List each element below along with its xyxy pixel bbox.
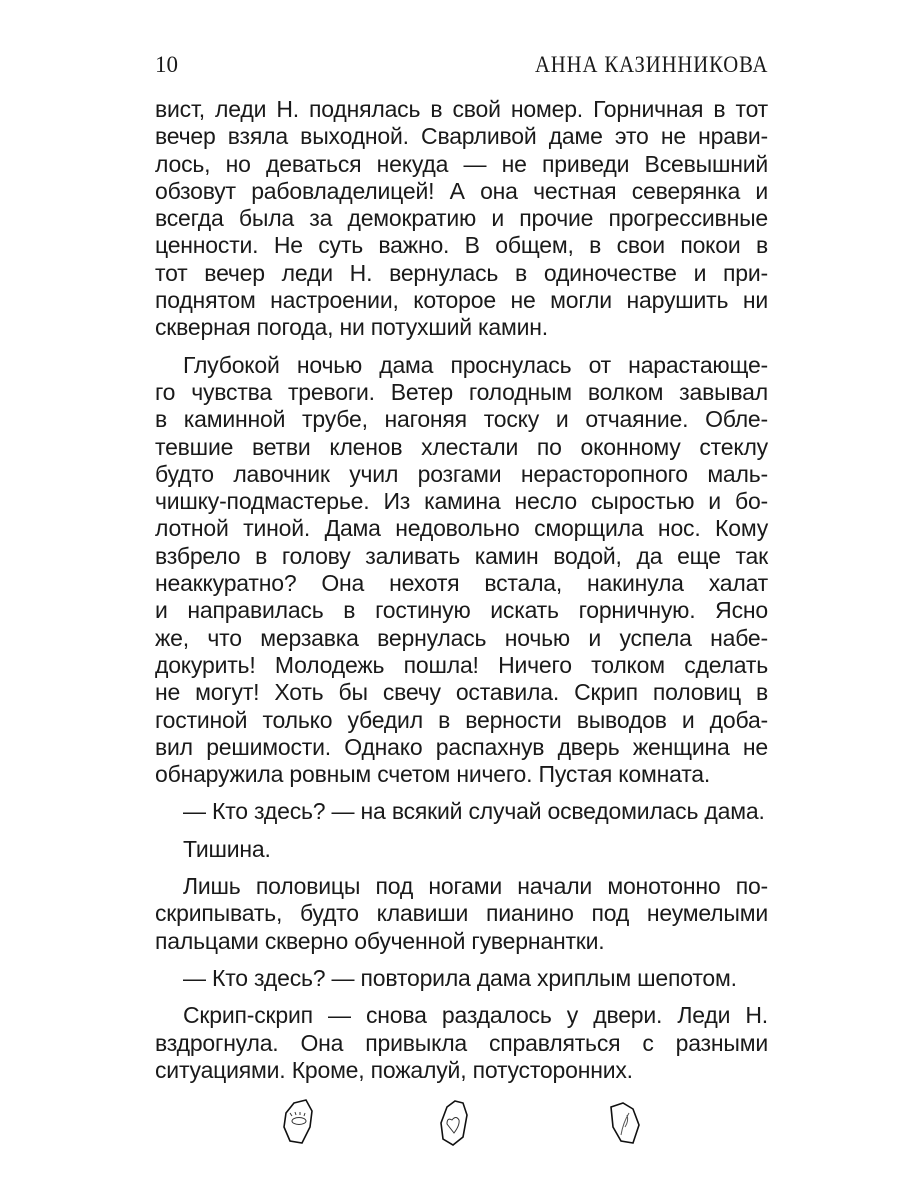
text-line: же, что мерзавка вернулась ночью и успела набе- — [155, 624, 768, 651]
text-line: скверная погода, ни потухший камин. — [155, 314, 548, 341]
text-line: Лишь половицы под ногами начали монотонно по- — [183, 873, 768, 900]
text-line: вздрогнула. Она привыкла справляться с разными — [155, 1029, 768, 1056]
text-line: неаккуратно? Она нехотя встала, накинула халат — [155, 570, 768, 597]
text-line: тот вечер леди Н. вернулась в одиночестве и при- — [155, 259, 768, 286]
text-line: будто лавочник учил розгами нерасторопного маль- — [155, 460, 768, 487]
paragraph — [155, 96, 768, 342]
text-line: Глубокой ночью дама проснулась от нарастающе- — [183, 351, 768, 378]
text-line: взбрело в голову заливать камин водой, да еще так — [155, 542, 768, 569]
text-line: пальцами скверно обученной гувернантки. — [155, 927, 605, 954]
text-line: обзовут рабовладелицей! А она честная северянка и — [155, 177, 768, 204]
text-line: вил решимости. Однако распахнув дверь женщина не — [155, 733, 768, 760]
text-line: го чувства тревоги. Ветер голодным волком завывал — [155, 378, 768, 405]
text-line: лотной тиной. Дама недовольно сморщила нос. Кому — [155, 515, 768, 542]
text-line: чишку-подмастерье. Из камина несло сыростью и бо- — [155, 488, 768, 515]
paragraph — [155, 1002, 768, 1084]
text-line: обнаружила ровным счетом ничего. Пустая комната. — [155, 761, 711, 788]
text-line: вечер взяла выходной. Сварливой даме это не нрави- — [155, 123, 768, 150]
author-name: АННА КАЗИННИКОВА — [534, 52, 768, 77]
paragraph — [155, 965, 768, 992]
paragraph — [155, 798, 768, 825]
text-line: лось, но деваться некуда — не приведи Всевышний — [155, 150, 768, 177]
stone-heart-icon — [435, 1097, 479, 1147]
text-line: докурить! Молодежь пошла! Ничего толком сделать — [155, 651, 768, 678]
text-line: и направилась в гостиную искать горничную. Ясно — [155, 597, 768, 624]
text-line: ситуациями. Кроме, пожалуй, потусторонних. — [155, 1056, 633, 1083]
text-line: — Кто здесь? — повторила дама хриплым шепотом. — [183, 964, 737, 991]
text-line: гостиной только убедил в верности выводов и доба- — [155, 706, 768, 733]
page-number: 10 — [155, 52, 178, 77]
stone-eye-icon — [280, 1097, 324, 1147]
text-line: не могут! Хоть бы свечу оставила. Скрип половиц в — [155, 679, 768, 706]
text-line: Скрип-скрип — снова раздалось у двери. Леди Н. — [183, 1002, 768, 1029]
text-line: скрипывать, будто клавиши пианино под неумелыми — [155, 900, 768, 927]
text-line: в каминной трубе, нагоняя тоску и отчаяние. Обле- — [155, 406, 768, 433]
body-text — [155, 96, 768, 1094]
text-line: — Кто здесь? — на всякий случай осведомилась дама. — [183, 798, 765, 825]
paragraph — [155, 836, 768, 863]
text-line: вист, леди Н. поднялась в свой номер. Горничная в тот — [155, 96, 768, 122]
paragraph — [155, 352, 768, 789]
text-line: ценности. Не суть важно. В общем, в свои покои в — [155, 232, 768, 259]
text-line: тевшие ветви кленов хлестали по оконному стеклу — [155, 433, 768, 460]
text-line: всегда была за демократию и прочие прогрессивные — [155, 205, 768, 232]
stone-feather-icon — [605, 1097, 649, 1147]
running-header — [155, 52, 768, 86]
text-line: поднятом настроении, которое не могли нарушить ни — [155, 287, 768, 314]
paragraph — [155, 873, 768, 955]
text-line: Тишина. — [183, 835, 271, 862]
